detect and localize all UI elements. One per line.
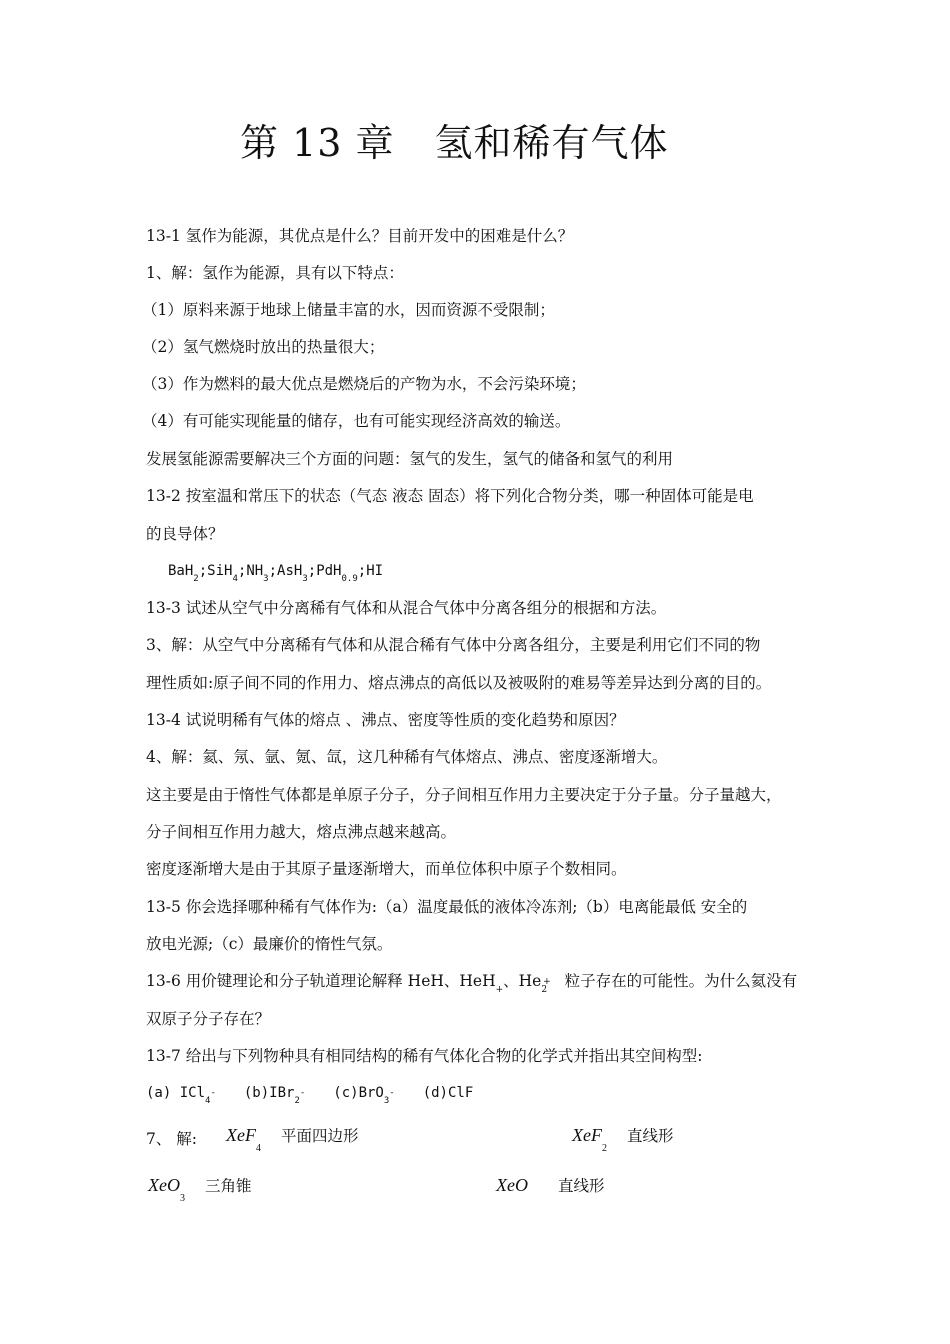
answer-3-line-1: 3、解：从空气中分离稀有气体和从混合稀有气体中分离各组分，主要是利用它们不同的物 xyxy=(146,636,761,654)
question-13-5-line-1: 13-5 你会选择哪种稀有气体作为:（a）温度最低的液体冷冻剂;（b）电离能最低 安全的 xyxy=(146,898,748,916)
question-13-6-line-1: 13-6 用价键理论和分子轨道理论解释 HeH、HeH$_+$、$He_2^+$ 粒子存在的可能性。为什么氦没有 xyxy=(146,972,798,995)
charge: + xyxy=(495,985,504,995)
compound: BaH$_2$; xyxy=(168,563,208,584)
shape: 直线形 xyxy=(626,1127,674,1145)
compound: AsH$_3$; xyxy=(277,563,317,584)
species: (b)IBr$_2$- xyxy=(243,1085,306,1106)
answer-7-item xyxy=(572,1124,674,1154)
compound: $NH_3$; xyxy=(246,563,278,584)
question-13-3: 13-3 试述从空气中分离稀有气体和从混合气体中分离各组分的根据和方法。 xyxy=(146,599,667,617)
compound: SiH$_4$; xyxy=(207,563,247,584)
answer-4-line-2: 这主要是由于惰性气体都是单原子分子，分子间相互作用力主要决定于分子量。分子量越大， xyxy=(146,786,782,804)
question-13-5-line-2: 放电光源;（c）最廉价的惰性气氛。 xyxy=(146,935,393,953)
chapter-title xyxy=(240,112,669,167)
compound: PdH$_{0.9}$; xyxy=(316,563,367,584)
species-list xyxy=(146,1083,473,1111)
species: (a) ICl$_4$- xyxy=(146,1085,216,1106)
formula: XeF$_4$ xyxy=(226,1125,261,1154)
answer-1-intro: 1、解：氢作为能源，具有以下特点： xyxy=(146,264,404,282)
answer-1-point-4: （4）有可能实现能量的储存，也有可能实现经济高效的输送。 xyxy=(142,412,571,430)
answer-7-item xyxy=(226,1124,359,1154)
shape: 平面四边形 xyxy=(280,1127,359,1145)
answer-3-line-2: 理性质如:原子间不同的作用力、熔点沸点的高低以及被吸附的难易等差异达到分离的目的。 xyxy=(146,674,772,692)
question-13-2-line-2: 的良导体？ xyxy=(146,525,224,543)
question-13-1: 13-1 氢作为能源，其优点是什么？目前开发中的困难是什么？ xyxy=(146,227,574,245)
answer-1-point-3: （3）作为燃料的最大优点是燃烧后的产物为水，不会污染环境； xyxy=(142,375,586,393)
question-13-4: 13-4 试说明稀有气体的熔点 、沸点、密度等性质的变化趋势和原因？ xyxy=(146,711,625,729)
compound-list xyxy=(168,561,383,589)
answer-7-prefix: 7、 解: xyxy=(146,1130,198,1148)
question-13-7: 13-7 给出与下列物种具有相同结构的稀有气体化合物的化学式并指出其空间构型: xyxy=(146,1047,703,1065)
answer-4-line-1: 4、解：氦、氖、氩、氪、氙，这几种稀有气体熔点、沸点、密度逐渐增大。 xyxy=(146,748,668,766)
chapter-name: 氢和稀有气体 xyxy=(434,121,669,165)
answer-1-difficulty: 发展氢能源需要解决三个方面的问题：氢气的发生，氢气的储备和氢气的利用 xyxy=(146,450,674,468)
formula: XeF$_2$ xyxy=(572,1125,607,1154)
chapter-number: 第 13 章 xyxy=(240,121,395,165)
species: (d)ClF xyxy=(422,1085,474,1101)
answer-4-line-3: 分子间相互作用力越大，熔点沸点越来越高。 xyxy=(146,823,457,841)
answer-7-item xyxy=(496,1174,605,1196)
species: (c)BrO$_3$- xyxy=(333,1085,395,1106)
formula: XeO xyxy=(496,1175,528,1195)
answer-4-line-4: 密度逐渐增大是由于其原子量逐渐增大，而单位体积中原子个数相同。 xyxy=(146,860,627,878)
shape: 直线形 xyxy=(557,1177,605,1195)
question-13-6-line-2: 双原子分子存在？ xyxy=(146,1010,271,1028)
answer-1-point-1: （1）原料来源于地球上储量丰富的水，因而资源不受限制； xyxy=(142,301,555,319)
compound: HI xyxy=(366,563,384,579)
question-13-2-line-1: 13-2 按室温和常压下的状态（气态 液态 固态）将下列化合物分类，哪一种固体可能是电 xyxy=(146,487,754,505)
formula: XeO$_3$ xyxy=(148,1175,185,1204)
answer-1-point-2: （2）氢气燃烧时放出的热量很大； xyxy=(142,338,385,356)
shape: 三角锥 xyxy=(204,1177,252,1195)
answer-7-item xyxy=(148,1174,252,1204)
